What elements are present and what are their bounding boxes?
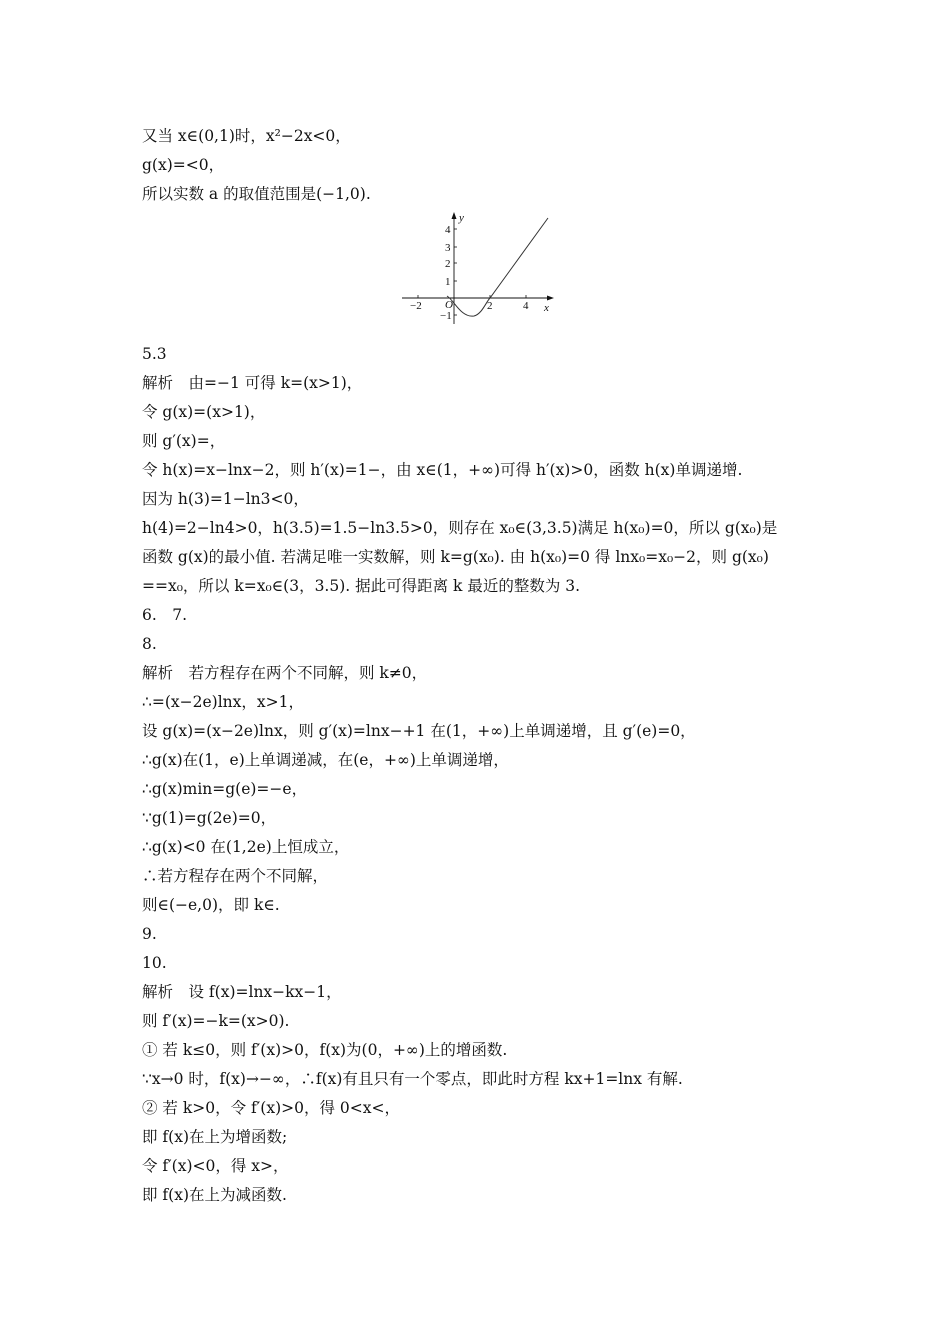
text-line: ∴g(x)min=g(e)=−e，	[142, 780, 308, 798]
y-axis-label: y	[459, 212, 464, 224]
origin-label: O	[445, 299, 453, 311]
x-tick-label: 2	[487, 300, 493, 312]
text-line: 10.	[142, 954, 167, 972]
y-tick-label: 1	[445, 276, 451, 288]
text-line: ∴=(x−2e)lnx，x>1，	[142, 693, 304, 711]
text-line: ∴若方程存在两个不同解，	[142, 867, 329, 885]
text-line: ① 若 k≤0，则 f′(x)>0，f(x)为(0，+∞)上的增函数.	[142, 1041, 508, 1059]
text-line: 函数 g(x)的最小值. 若满足唯一实数解，则 k=g(x₀). 由 h(x₀)=0 得 lnx₀=x₀−2，则 g(x₀)	[142, 548, 769, 566]
text-line: ∴g(x)在(1，e)上单调递减，在(e，+∞)上单调递增，	[142, 751, 509, 769]
text-line: 设 g(x)=(x−2e)lnx，则 g′(x)=lnx−+1 在(1，+∞)上单调递增，且 g′(e)=0，	[142, 722, 696, 740]
text-line: 则 f′(x)=−k=(x>0).	[142, 1012, 290, 1030]
text-line: 则∈(−e,0)，即 k∈.	[142, 896, 280, 914]
text-line: 又当 x∈(0,1)时，x²−2x<0，	[142, 127, 351, 145]
text-line: 8.	[142, 635, 157, 653]
text-line: 令 f′(x)<0，得 x>，	[142, 1157, 289, 1175]
text-line: g(x)=<0，	[142, 156, 225, 174]
text-line: 因为 h(3)=1−ln3<0，	[142, 490, 309, 508]
text-line: 解析 设 f(x)=lnx−kx−1，	[142, 983, 342, 1001]
x-axis-label: x	[544, 302, 549, 314]
y-tick-label: 2	[445, 258, 451, 270]
text-line: 6. 7.	[142, 606, 188, 624]
text-line: ∴g(x)<0 在(1,2e)上恒成立，	[142, 838, 350, 856]
text-line: ∵g(1)=g(2e)=0，	[142, 809, 277, 827]
x-tick-label: −2	[410, 300, 422, 312]
text-line: 所以实数 a 的取值范围是(−1,0).	[142, 185, 371, 203]
text-line: 即 f(x)在上为增函数;	[142, 1128, 288, 1146]
text-line: 9.	[142, 925, 157, 943]
text-line: 5.3	[142, 345, 167, 363]
text-line: ∵x→0 时，f(x)→−∞，∴f(x)有且只有一个零点，即此时方程 kx+1=lnx 有解.	[142, 1070, 683, 1088]
text-line: 令 g(x)=(x>1)，	[142, 403, 266, 421]
x-tick-label: 4	[523, 300, 529, 312]
text-line: 令 h(x)=x−lnx−2，则 h′(x)=1−，由 x∈(1，+∞)可得 h′(x)>0，函数 h(x)单调递增.	[142, 461, 743, 479]
text-line: h(4)=2−ln4>0，h(3.5)=1.5−ln3.5>0，则存在 x₀∈(3,3.5)满足 h(x₀)=0，所以 g(x₀)是	[142, 519, 778, 537]
function-curve	[447, 218, 548, 316]
y-tick-label: −1	[440, 310, 452, 322]
y-tick-label: 3	[445, 242, 451, 254]
text-line: 解析 若方程存在两个不同解，则 k≠0，	[142, 664, 428, 682]
y-tick-label: 4	[445, 224, 451, 236]
text-line: ② 若 k>0，令 f′(x)>0，得 0<x<，	[142, 1099, 400, 1117]
text-line: ==x₀，所以 k=x₀∈(3，3.5). 据此可得距离 k 最近的整数为 3.	[142, 577, 581, 595]
text-line: 则 g′(x)=，	[142, 432, 226, 450]
text-line: 解析 由=−1 可得 k=(x>1)，	[142, 374, 363, 392]
function-graph	[398, 210, 558, 326]
text-line: 即 f(x)在上为减函数.	[142, 1186, 287, 1204]
